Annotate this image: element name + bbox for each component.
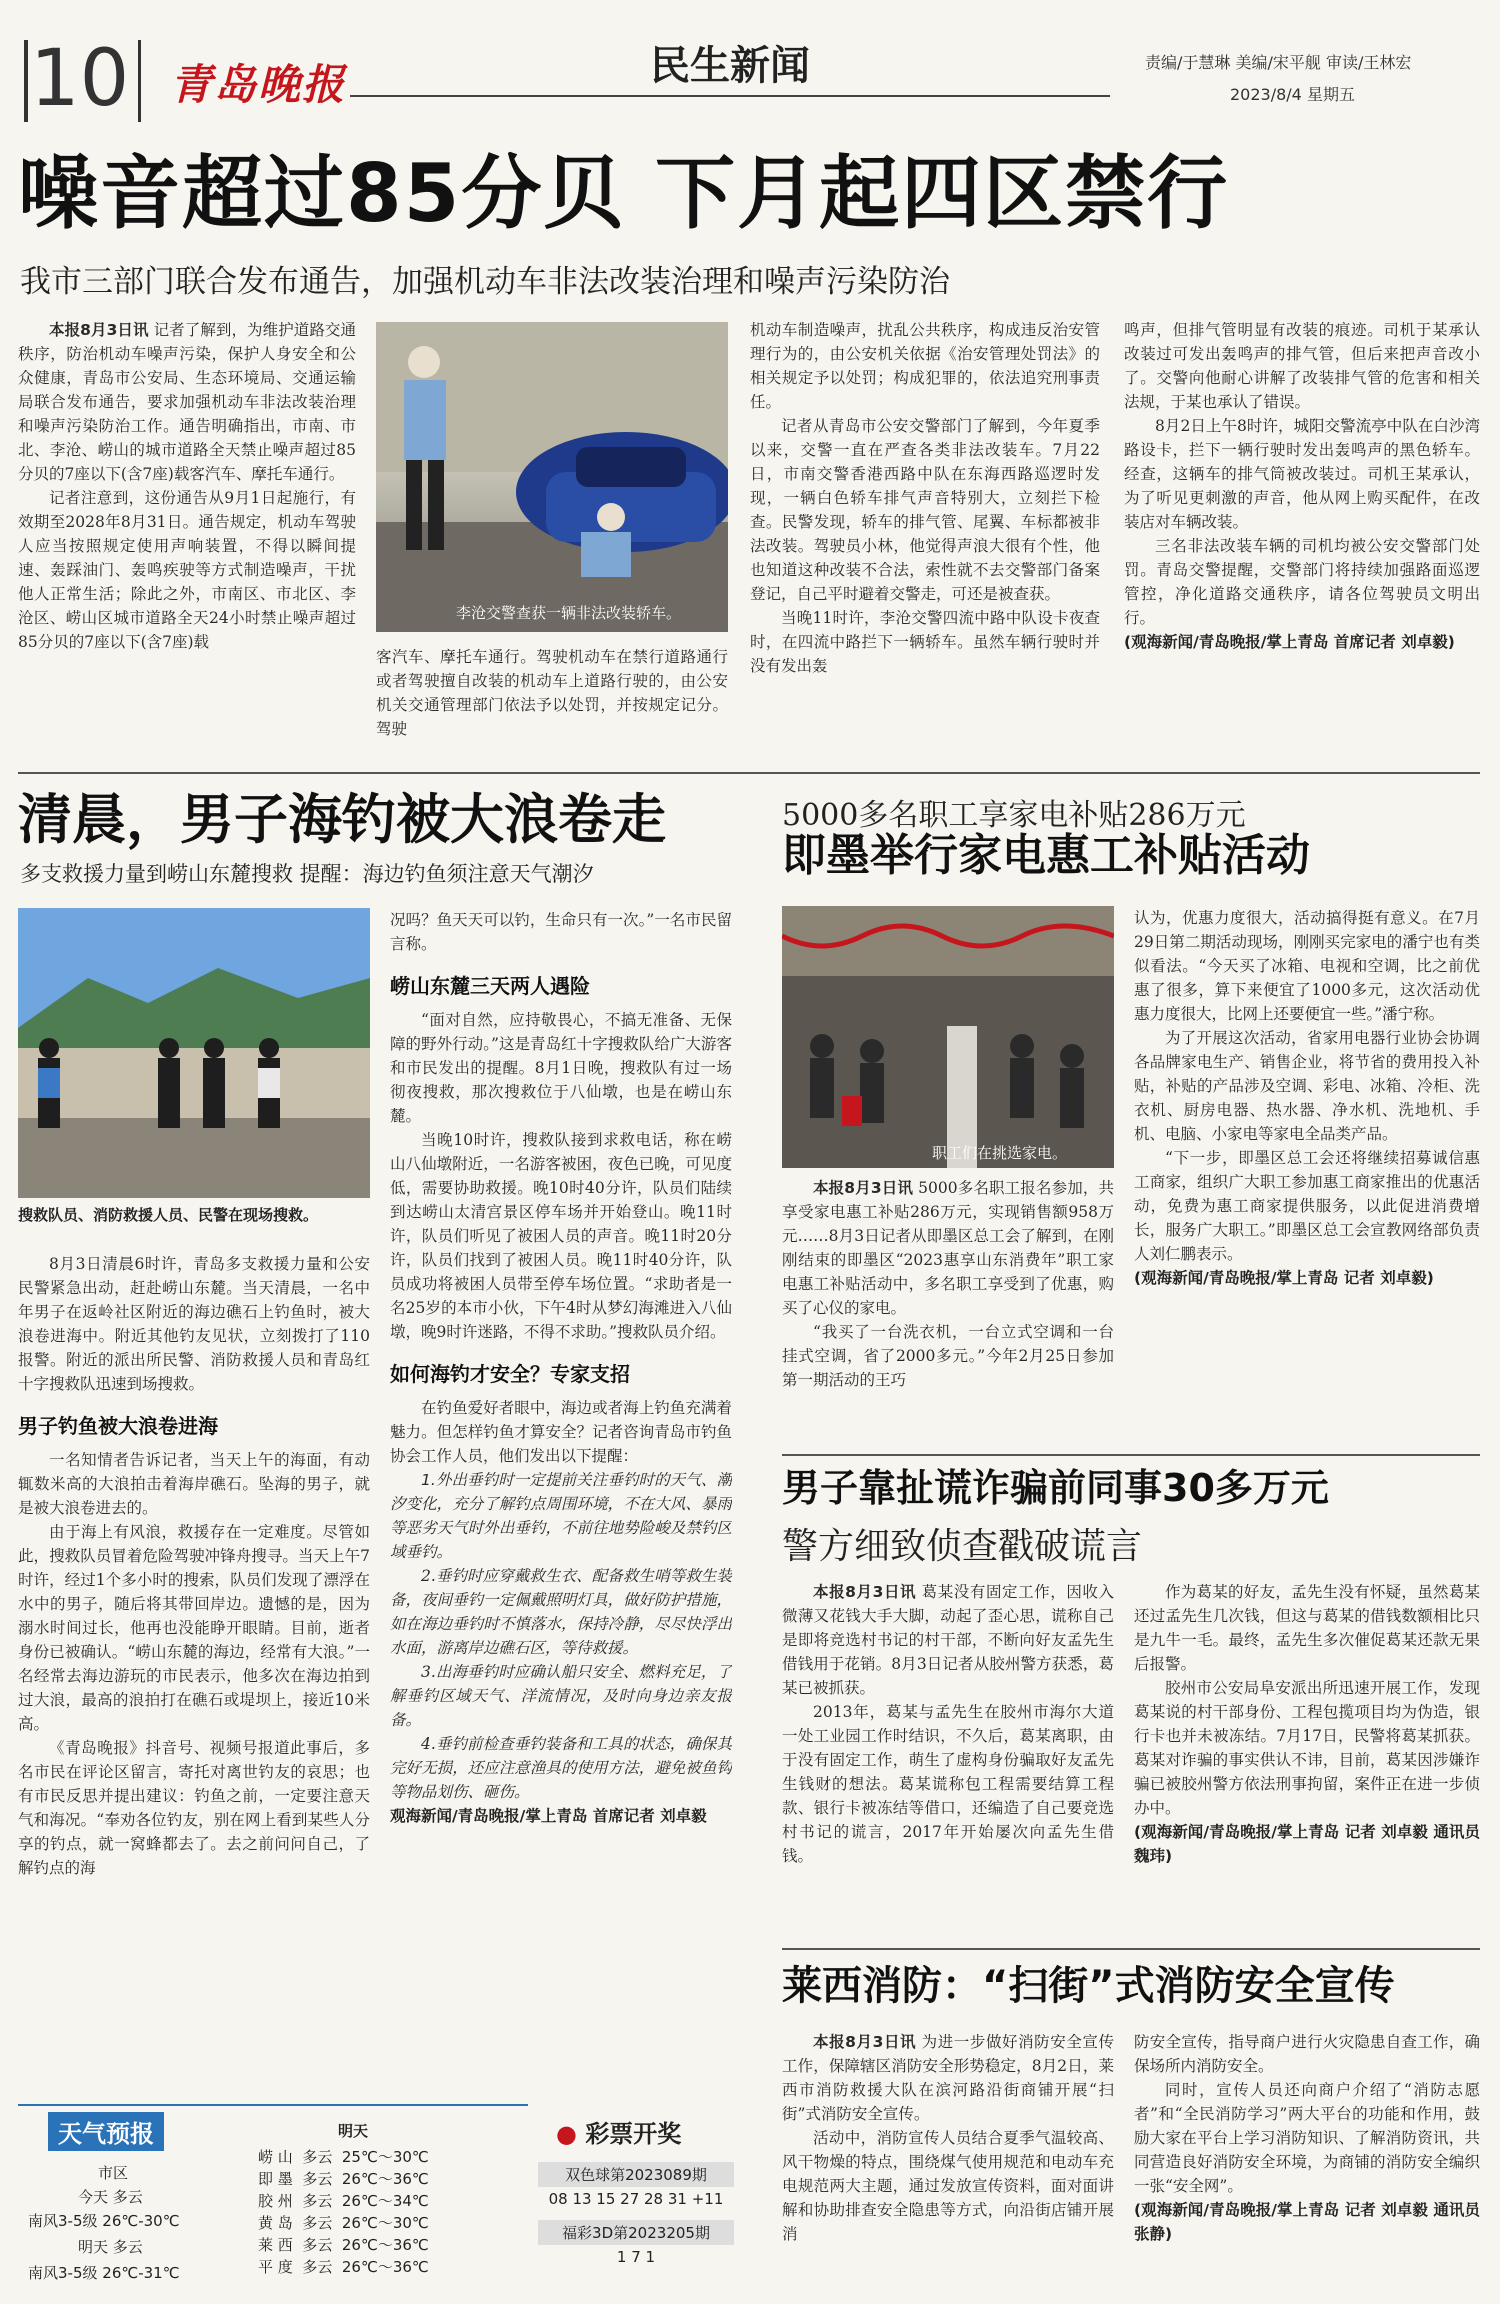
a3-para: “我买了一台洗衣机，一台立式空调和一台挂式空调，省了2000多元。”今年2月25日参加第一期活动的王巧 [782,1323,1114,1389]
a2-subhead-a: 男子钓鱼被大浪卷进海 [18,1414,218,1438]
a4-headline: 男子靠扯谎诈骗前同事30多万元 [782,1466,1329,1510]
a1-lead: 本报8月3日讯 [49,321,149,339]
a2-para: 8月3日清晨6时许，青岛多支救援力量和公安民警紧急出动，赶赴崂山东麓。当天清晨，一名中年男子在返岭社区附近的海边礁石上钓鱼时，被大浪卷进海中。附近其他钓友见状，立刻拨打了110报警。附近的派出所民警、消防救援人员和青岛红十字搜救队迅速到场搜救。 [18,1255,370,1393]
a1-para: 8月2日上午8时许，城阳交警流亭中队在白沙湾路设卡，拦下一辆行驶时发出轰鸣声的黑色轿车。经查，这辆车的排气筒被改装过。司机王某承认，为了听见更刺激的声音，他从网上购买配件，在改装店对车辆改装。 [1124,417,1480,531]
a3-photo [782,906,1114,1168]
weather-today-temp: 26℃-30℃ [102,2212,180,2230]
a4-column-1 [782,1580,1114,1940]
district-temp: 26℃～30℃ [341,2214,429,2232]
a2-para: “面对自然，应持敬畏心，不搞无准备、无保障的野外行动。”这是青岛红十字搜救队给广大游客和市民发出的提醒。8月1日晚，搜救队有过一场彻夜搜救，那次搜救位于八仙墩，也是在崂山东麓。 [390,1011,732,1125]
a4-para: 2013年，葛某与孟先生在胶州市海尔大道一处工业园工作时结识，不久后，葛某离职，由于没有固定工作，萌生了虚构身份骗取好友孟先生钱财的想法。葛某谎称包工程需要结算工程款、银行卡被冻结等借口，还编造了自己要竞选村书记的谎言，2017年开始屡次向孟先生借钱。 [782,1703,1114,1865]
district-name: 莱 西 [258,2236,293,2254]
district-cond: 多云 [302,2236,333,2254]
a1-photo [376,322,728,632]
divider [782,1454,1480,1456]
a4-credit: (观海新闻/青岛晚报/掌上青岛 记者 刘卓毅 通讯员 魏玮) [1134,1823,1480,1865]
district-temp: 26℃～36℃ [341,2258,429,2276]
a2-tip: 3.出海垂钓时应确认船只安全、燃料充足，了解垂钓区域天气、洋流情况，及时向身边亲友报备。 [390,1663,732,1729]
weather-box [18,2104,528,2294]
a5-para: 防安全宣传，指导商户进行火灾隐患自查工作，确保场所内消防安全。 [1134,2033,1480,2075]
weather-tomorrow-detail [28,2262,180,2284]
a2-subhead-c: 如何海钓才安全？专家支招 [390,1362,630,1386]
lottery-game-1: 双色球第2023089期 [538,2162,734,2187]
a2-tip: 1.外出垂钓时一定提前关注垂钓时的天气、潮汐变化，充分了解钓点周围环境，不在大风、暴雨等恶劣天气时外出垂钓，不前往地势险峻及禁钓区域垂钓。 [390,1471,732,1561]
a2-subheadline: 多支救援力量到崂山东麓搜救 提醒：海边钓鱼须注意天气潮汐 [20,862,594,886]
weather-today-label: 今天 [78,2188,109,2206]
lottery-numbers-1: 08 13 15 27 28 31 +11 [548,2190,724,2208]
weather-district-head: 明天 [338,2122,369,2140]
a3-kicker: 5000多名职工享家电补贴286万元 [782,798,1246,833]
lottery-title-text: 彩票开奖 [585,2120,682,2148]
a1-para: 鸣声，但排气管明显有改装的痕迹。司机于某承认改装过可发出轰鸣声的排气管，但后来把声音改小了。交警向他耐心讲解了改装排气管的危害和相关法规，于某也承认了错误。 [1124,321,1480,411]
divider [18,772,1480,774]
issue-date: 2023/8/4 星期五 [1230,85,1355,104]
a1-column-2 [376,645,728,750]
a2-para: 况吗？鱼天天可以钓，生命只有一次。”一名市民留言称。 [390,911,732,953]
a1-para: 客汽车、摩托车通行。驾驶机动车在禁行道路通行或者驾驶擅自改装的机动车上道路行驶的，由公安机关交通管理部门依法予以处罚，并按规定记分。驾驶 [376,648,728,738]
lottery-title [556,2114,681,2149]
appliance-hall-photo [782,906,1114,1168]
a2-photo [18,908,370,1198]
a1-subheadline: 我市三部门联合发布通告，加强机动车非法改装治理和噪声污染防治 [20,264,950,300]
district-temp: 26℃～36℃ [341,2170,429,2188]
a5-headline: 莱西消防：“扫街”式消防安全宣传 [782,1963,1395,2009]
weather-today-wind: 南风3-5级 [28,2212,98,2230]
a4-para: 葛某没有固定工作，因收入微薄又花钱大手大脚，动起了歪心思，谎称自己是即将竞选村书记的村干部，不断向好友孟先生借钱用于花销。8月3日记者从胶州警方获悉，葛某已被抓获。 [782,1583,1114,1697]
district-cond: 多云 [302,2214,333,2232]
a4-para: 作为葛某的好友，孟先生没有怀疑，虽然葛某还过孟先生几次钱，但这与葛某的借钱数额相比只是九牛一毛。最终，孟先生多次催促葛某还款无果后报警。 [1134,1583,1480,1673]
a3-credit: (观海新闻/青岛晚报/掌上青岛 记者 刘卓毅) [1134,1269,1434,1287]
a2-para: 一名知情者告诉记者，当天上午的海面，有动辄数米高的大浪拍击着海岸礁石。坠海的男子，就是被大浪卷进去的。 [18,1451,370,1517]
weather-tomorrow [78,2236,143,2258]
a1-para: 当晚11时许，李沧交警四流中路中队设卡夜查时，在四流中路拦下一辆轿车。虽然车辆行驶时并没有发出轰 [750,609,1100,675]
a5-credit: (观海新闻/青岛晚报/掌上青岛 记者 刘卓毅 通讯员 张静) [1134,2201,1480,2243]
header-line [350,95,1110,97]
header-rule-left [24,40,28,122]
header-rule-mid [138,40,141,122]
weather-district-row [258,2146,518,2168]
lottery-numbers-2: 1 7 1 [616,2248,656,2266]
a3-photo-caption: 职工们在挑选家电。 [932,1144,1068,1162]
weather-today-detail [28,2210,180,2232]
a3-headline: 即墨举行家电惠工补贴活动 [782,830,1310,881]
a1-headline: 噪音超过85分贝 下月起四区禁行 [18,147,1230,240]
a1-photo-caption: 李沧交警查获一辆非法改装轿车。 [456,604,682,622]
traffic-police-photo [376,322,728,632]
lottery-box [538,2104,734,2294]
a3-column-2 [1134,906,1480,1446]
a2-tip: 4.垂钓前检查垂钓装备和工具的状态，确保其完好无损，还应注意渔具的使用方法，避免被鱼钩等物品划伤、砸伤。 [390,1735,732,1801]
section-title: 民生新闻 [650,43,810,89]
a5-column-1 [782,2030,1114,2292]
a5-lead: 本报8月3日讯 [813,2033,917,2051]
a3-para: “下一步，即墨区总工会还将继续招募诚信惠工商家，组织广大职工参加惠工商家推出的优惠活动，免费为惠工商家提供服务，以此促进消费增长，服务广大职工。”即墨区总工会宣教网络部负责人刘仁鹏表示。 [1134,1149,1480,1263]
a2-headline: 清晨，男子海钓被大浪卷走 [18,788,666,851]
a2-column-2 [390,908,732,2103]
district-name: 即 墨 [258,2170,293,2188]
a1-para: 记者了解到，为维护道路交通秩序，防治机动车噪声污染，保护人身安全和公众健康，青岛市公安局、生态环境局、交通运输局联合发布通告，要求加强机动车非法改装治理和噪声污染防治工作。通告明确指出，市南、市北、李沧、崂山的城市道路全天禁止噪声超过85分贝的7座以下(含7座)载客汽车、摩托车通行。 [18,321,356,483]
weather-district-list [258,2146,518,2278]
district-name: 崂 山 [258,2148,293,2166]
a5-para: 活动中，消防宣传人员结合夏季气温较高、风干物燥的特点，围绕煤气使用规范和电动车充电规范两大主题，通过发放宣传资料，面对面讲解和协助排查安全隐患等方式，向沿街店铺开展消 [782,2129,1114,2243]
a1-para: 机动车制造噪声，扰乱公共秩序，构成违反治安管理行为的，由公安机关依据《治安管理处罚法》的相关规定予以处罚；构成犯罪的，依法追究刑事责任。 [750,321,1100,411]
a5-para: 为进一步做好消防安全宣传工作，保障辖区消防安全形势稳定，8月2日，莱西市消防救援大队在滨河路沿街商铺开展“扫街”式消防安全宣传。 [782,2033,1114,2123]
district-name: 胶 州 [258,2192,293,2210]
weather-district-row [258,2212,518,2234]
district-name: 平 度 [258,2258,293,2276]
a3-column-1 [782,1176,1114,1446]
a2-tip: 2.垂钓时应穿戴救生衣、配备救生哨等救生装备，夜间垂钓一定佩戴照明灯具，做好防护措施，如在海边垂钓时不慎落水，保持冷静，尽尽快浮出水面，游离岸边礁石区，等待救援。 [390,1567,732,1657]
weather-title: 天气预报 [48,2112,164,2151]
district-temp: 25℃～30℃ [341,2148,429,2166]
a3-para: 5000多名职工报名参加，共享受家电惠工补贴286万元，实现销售额958万元……8月3日记者从即墨区总工会了解到，在刚刚结束的即墨区“2023惠享山东消费年”职工家电惠工补贴活动中，多名职工享受到了优惠，购买了心仪的家电。 [782,1179,1114,1317]
a2-photo-caption: 搜救队员、消防救援人员、民警在现场搜救。 [18,1206,319,1224]
weather-district-row [258,2234,518,2256]
a2-para: 由于海上有风浪，救援存在一定难度。尽管如此，搜救队员冒着危险驾驶冲锋舟搜寻。当天上午7时许，经过1个多小时的搜索，队员们发现了漂浮在水中的男子，随后将其带回岸边。遗憾的是，因为溺水时间过长，他再也没能睁开眼睛。目前，逝者身份已被确认。“崂山东麓的海边，经常有大浪。”一名经常去海边游玩的市民表示，他多次在海边拍到过大浪，最高的浪拍打在礁石或堤坝上，接近10米高。 [18,1523,370,1733]
lottery-game-2: 福彩3D第2023205期 [538,2220,734,2245]
a4-lead: 本报8月3日讯 [813,1583,917,1601]
a1-column-4 [1124,318,1480,750]
page-number: 10 [30,34,130,124]
a3-para: 为了开展这次活动，省家用电器行业协会协调各品牌家电生产、销售企业，将节省的费用投入补贴，补贴的产品涉及空调、彩电、冰箱、冷柜、洗衣机、厨房电器、热水器、净水机、洗地机、手机、电脑、小家电等家电全品类产品。 [1134,1029,1480,1143]
a2-para: 在钓鱼爱好者眼中，海边或者海上钓鱼充满着魅力。但怎样钓鱼才算安全？记者咨询青岛市钓鱼协会工作人员，他们发出以下提醒： [390,1399,732,1465]
a4-subheadline: 警方细致侦查戳破谎言 [782,1526,1143,1567]
editors-line: 责编/于慧琳 美编/宋平舰 审读/王林宏 [1145,53,1412,72]
a3-lead: 本报8月3日讯 [813,1179,914,1197]
a2-para: 当晚10时许，搜救队接到求救电话，称在崂山八仙墩附近，一名游客被困，夜色已晚，可见度低，需要协助救援。晚10时40分许，队员们陆续到达崂山太清宫景区停车场并开始登山。晚11时许，队员们听见了被困人员的声音。晚11时20分许，队员们找到了被困人员。晚11时40分许，队员成功将被困人员带至停车场位置。“求助者是一名25岁的本市小伙，下午4时从梦幻海滩进入八仙墩，晚9时许迷路，不得不求助。”搜救队员介绍。 [390,1131,732,1341]
a1-credit: (观海新闻/青岛晚报/掌上青岛 首席记者 刘卓毅) [1124,633,1455,651]
a5-para: 同时，宣传人员还向商户介绍了“消防志愿者”和“全民消防学习”两大平台的功能和作用，鼓励大家在平台上学习消防知识、了解消防资讯，共同营造良好消防安全环境，为商铺的消防安全编织一张“安全网”。 [1134,2081,1480,2195]
weather-tom-label: 明天 [78,2238,109,2256]
weather-today [78,2186,143,2208]
divider [782,1948,1480,1950]
a4-column-2 [1134,1580,1480,1940]
lottery-icon: ● [556,2120,577,2148]
weather-district-row [258,2168,518,2190]
district-name: 黄 岛 [258,2214,293,2232]
district-temp: 26℃～36℃ [341,2236,429,2254]
weather-tom-cond: 多云 [112,2238,143,2256]
a2-para: 《青岛晚报》抖音号、视频号报道此事后，多名市民在评论区留言，寄托对离世钓友的哀思；也有市民反思并提出建议：钓鱼之前，一定要注意天气和海况。“奉劝各位钓友，别在网上看到某些人分享的钓点，就一窝蜂都去了。去之前问问自己，了解钓点的海 [18,1739,370,1877]
a1-column-1 [18,318,356,750]
newspaper-logo: 青岛晚报 [170,60,347,109]
district-temp: 26℃～34℃ [341,2192,429,2210]
weather-district-row [258,2256,518,2278]
weather-district-row [258,2190,518,2212]
a4-para: 胶州市公安局阜安派出所迅速开展工作，发现葛某说的村干部身份、工程包揽项目均为伪造，银行卡也并未被冻结。7月17日，民警将葛某抓获。葛某对诈骗的事实供认不讳，目前，葛某因涉嫌诈骗已被胶州警方依法刑事拘留，案件正在进一步侦办中。 [1134,1679,1480,1817]
a3-para: 认为，优惠力度很大，活动搞得挺有意义。在7月29日第二期活动现场，刚刚买完家电的潘宁也有类似看法。“今天买了冰箱、电视和空调，比之前优惠了很多，算下来便宜了1000多元，这次活动优惠力度很大，比网上还要便宜一些。”潘宁称。 [1134,909,1480,1023]
a2-credit: 观海新闻/青岛晚报/掌上青岛 首席记者 刘卓毅 [390,1807,707,1825]
a1-para: 记者注意到，这份通告从9月1日起施行，有效期至2028年8月31日。通告规定，机动车驾驶人应当按照规定使用声响装置，不得以瞬间提速、轰踩油门、轰鸣疾驶等方式制造噪声，干扰他人正常生活；除此之外，市南区、市北区、李沧区、崂山区城市道路全天24小时禁止噪声超过85分贝的7座以下(含7座)载 [18,489,356,651]
a5-column-2 [1134,2030,1480,2292]
district-cond: 多云 [302,2258,333,2276]
weather-tom-wind: 南风3-5级 [28,2264,98,2282]
district-cond: 多云 [302,2170,333,2188]
weather-tom-temp: 26℃-31℃ [102,2264,180,2282]
a1-column-3 [750,318,1100,750]
a1-para: 三名非法改装车辆的司机均被公安交警部门处罚。青岛交警提醒，交警部门将持续加强路面巡逻管控，净化道路交通秩序，请各位驾驶员文明出行。 [1124,537,1480,627]
district-cond: 多云 [302,2192,333,2210]
a2-subhead-b: 崂山东麓三天两人遇险 [390,974,590,998]
weather-today-cond: 多云 [112,2188,143,2206]
weather-city: 市区 [98,2164,129,2182]
a1-para: 记者从青岛市公安交警部门了解到，今年夏季以来，交警一直在严查各类非法改装车。7月22日，市南交警香港西路中队在东海西路巡逻时发现，一辆白色轿车排气声音特别大，立刻拦下检查。民警发现，轿车的排气管、尾翼、车标都被非法改装。驾驶员小林，他觉得声浪大很有个性，他也知道这种改装不合法，索性就不去交警部门备案登记，自己平时避着交警走，可还是被查获。 [750,417,1100,603]
district-cond: 多云 [302,2148,333,2166]
rescue-photo [18,908,370,1198]
